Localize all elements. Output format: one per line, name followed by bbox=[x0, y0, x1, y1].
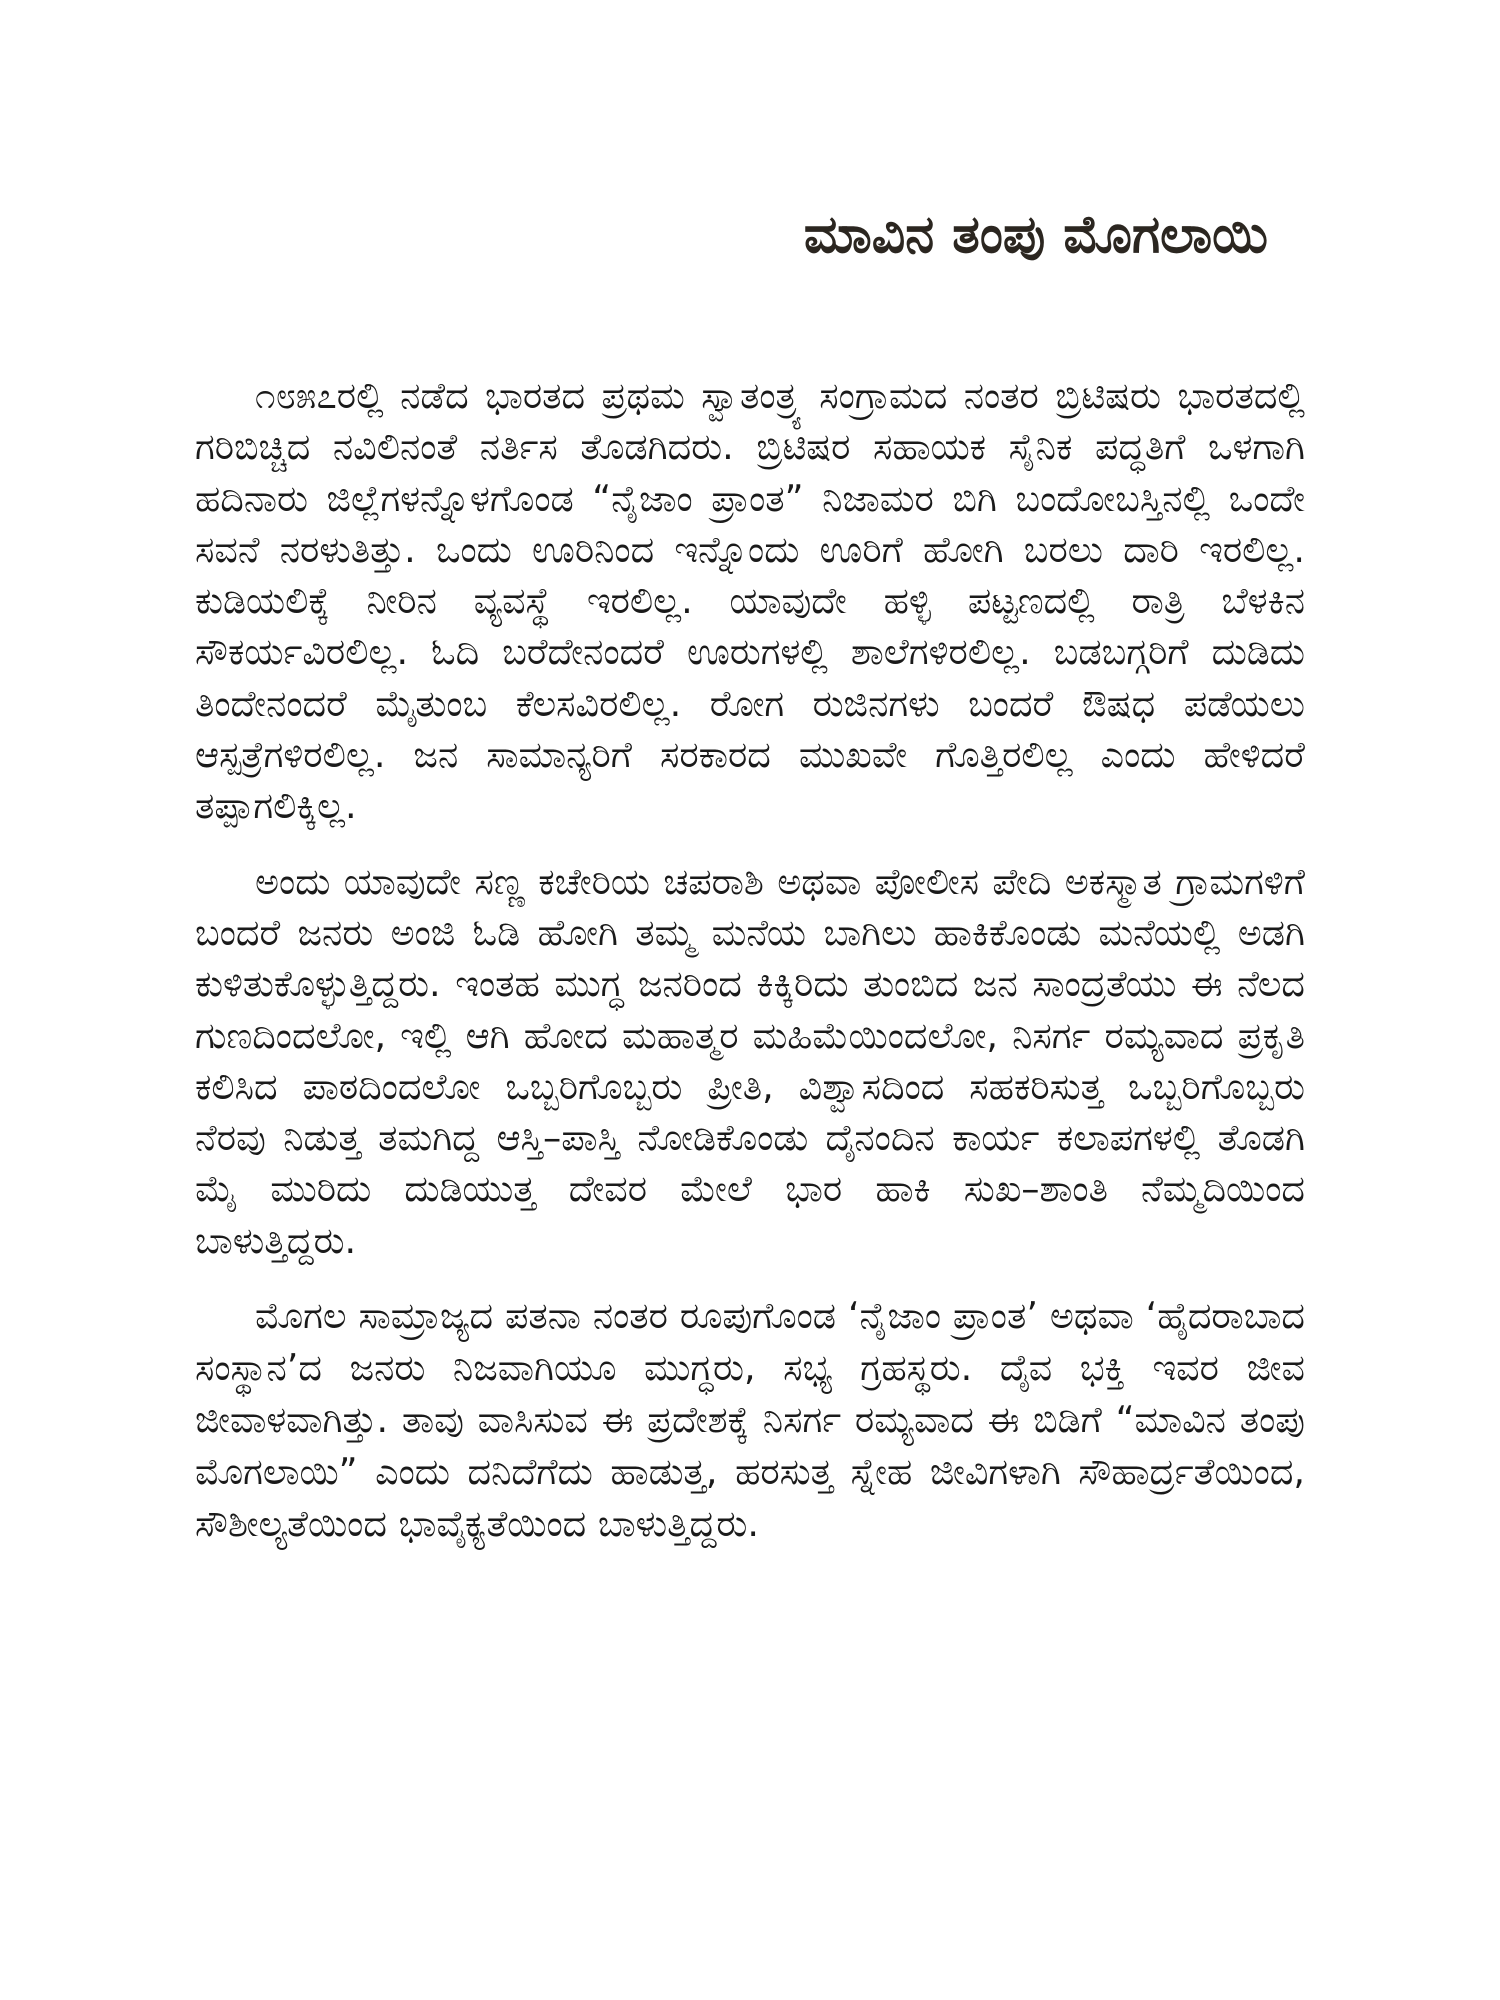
chapter-title: ಮಾವಿನ ತಂಪು ಮೊಗಲಾಯಿ bbox=[803, 205, 1268, 265]
paragraph-2: ಅಂದು ಯಾವುದೇ ಸಣ್ಣ ಕಚೇರಿಯ ಚಪರಾಶಿ ಅಥವಾ ಪೋಲೀಸ ಪೇದಿ ಅಕಸ್ಮಾತ ಗ್ರಾಮಗಳಿಗೆ ಬಂದರೆ ಜನರು ಅಂಜಿ ಓಡಿ ಹೋಗಿ ತಮ್ಮ ಮನೆಯ ಬಾಗಿಲು ಹಾಕಿಕೊಂಡು ಮನೆಯಲ್ಲಿ ಅಡಗಿ ಕುಳಿತುಕೊಳ್ಳುತ್ತಿದ್ದರು. ಇಂತಹ ಮುಗ್ಧ ಜನರಿಂದ ಕಿಕ್ಕಿರಿದು ತುಂಬಿದ ಜನ ಸಾಂದ್ರತೆಯು ಈ ನೆಲದ ಗುಣದಿಂದಲೋ, ಇಲ್ಲಿ ಆಗಿ ಹೋದ ಮಹಾತ್ಮರ ಮಹಿಮೆಯಿಂದಲೋ, ನಿಸರ್ಗ ರಮ್ಯವಾದ ಪ್ರಕೃತಿ ಕಲಿಸಿದ ಪಾಠದಿಂದಲೋ ಒಬ್ಬರಿಗೊಬ್ಬರು ಪ್ರೀತಿ, ವಿಶ್ವಾಸದಿಂದ ಸಹಕರಿಸುತ್ತ ಒಬ್ಬರಿಗೊಬ್ಬರು ನೆರವು ನಿಡುತ್ತ ತಮಗಿದ್ದ ಆಸ್ತಿ–ಪಾಸ್ತಿ ನೋಡಿಕೊಂಡು ದೈನಂದಿನ ಕಾರ್ಯ ಕಲಾಪಗಳಲ್ಲಿ ತೊಡಗಿ ಮೈ ಮುರಿದು ದುಡಿಯುತ್ತ ದೇವರ ಮೇಲೆ ಭಾರ ಹಾಕಿ ಸುಖ–ಶಾಂತಿ ನೆಮ್ಮದಿಯಿಂದ ಬಾಳುತ್ತಿದ್ದರು. bbox=[195, 859, 1305, 1262]
body-text bbox=[195, 370, 1305, 1574]
paragraph-1: ೧೮೫೭ರಲ್ಲಿ ನಡೆದ ಭಾರತದ ಪ್ರಥಮ ಸ್ವಾತಂತ್ರ್ಯ ಸಂಗ್ರಾಮದ ನಂತರ ಬ್ರಿಟಿಷರು ಭಾರತದಲ್ಲಿ ಗರಿಬಿಚ್ಚಿದ ನವಿಲಿನಂತೆ ನರ್ತಿಸ ತೊಡಗಿದರು. ಬ್ರಿಟಿಷರ ಸಹಾಯಕ ಸೈನಿಕ ಪದ್ಧತಿಗೆ ಒಳಗಾಗಿ ಹದಿನಾರು ಜಿಲ್ಲೆಗಳನ್ನೊಳಗೊಂಡ “ನೈಜಾಂ ಪ್ರಾಂತ” ನಿಜಾಮರ ಬಿಗಿ ಬಂದೋಬಸ್ತಿನಲ್ಲಿ ಒಂದೇ ಸವನೆ ನರಳುತಿತ್ತು. ಒಂದು ಊರಿನಿಂದ ಇನ್ನೊಂದು ಊರಿಗೆ ಹೋಗಿ ಬರಲು ದಾರಿ ಇರಲಿಲ್ಲ. ಕುಡಿಯಲಿಕ್ಕೆ ನೀರಿನ ವ್ಯವಸ್ಥೆ ಇರಲಿಲ್ಲ. ಯಾವುದೇ ಹಳ್ಳಿ ಪಟ್ಟಣದಲ್ಲಿ ರಾತ್ರಿ ಬೆಳಕಿನ ಸೌಕರ್ಯವಿರಲಿಲ್ಲ. ಓದಿ ಬರೆದೇನಂದರೆ ಊರುಗಳಲ್ಲಿ ಶಾಲೆಗಳಿರಲಿಲ್ಲ. ಬಡಬಗ್ಗರಿಗೆ ದುಡಿದು ತಿಂದೇನಂದರೆ ಮೈತುಂಬ ಕೆಲಸವಿರಲಿಲ್ಲ. ರೋಗ ರುಜಿನಗಳು ಬಂದರೆ ಔಷಧ ಪಡೆಯಲು ಆಸ್ಪತ್ರೆಗಳಿರಲಿಲ್ಲ. ಜನ ಸಾಮಾನ್ಯರಿಗೆ ಸರಕಾರದ ಮುಖವೇ ಗೊತ್ತಿರಲಿಲ್ಲ ಎಂದು ಹೇಳಿದರೆ ತಪ್ಪಾಗಲಿಕ್ಕಿಲ್ಲ. bbox=[195, 374, 1305, 828]
paragraph-3: ಮೊಗಲ ಸಾಮ್ರಾಜ್ಯದ ಪತನಾ ನಂತರ ರೂಪುಗೊಂಡ ‘ನೈಜಾಂ ಪ್ರಾಂತ’ ಅಥವಾ ‘ಹೈದರಾಬಾದ ಸಂಸ್ಥಾನ’ದ ಜನರು ನಿಜವಾಗಿಯೂ ಮುಗ್ಧರು, ಸಭ್ಯ ಗ್ರಹಸ್ಥರು. ದೈವ ಭಕ್ತಿ ಇವರ ಜೀವ ಜೀವಾಳವಾಗಿತ್ತು. ತಾವು ವಾಸಿಸುವ ಈ ಪ್ರದೇಶಕ್ಕೆ ನಿಸರ್ಗ ರಮ್ಯವಾದ ಈ ಬಿಡಿಗೆ “ಮಾವಿನ ತಂಪು ಮೊಗಲಾಯಿ” ಎಂದು ದನಿದೆಗೆದು ಹಾಡುತ್ತ, ಹರಸುತ್ತ ಸ್ನೇಹ ಜೀವಿಗಳಾಗಿ ಸೌಹಾರ್ದ್ರತೆಯಿಂದ, ಸೌಶೀಲ್ಯತೆಯಿಂದ ಭಾವೈಕ್ಯತೆಯಿಂದ ಬಾಳುತ್ತಿದ್ದರು. bbox=[195, 1294, 1305, 1546]
